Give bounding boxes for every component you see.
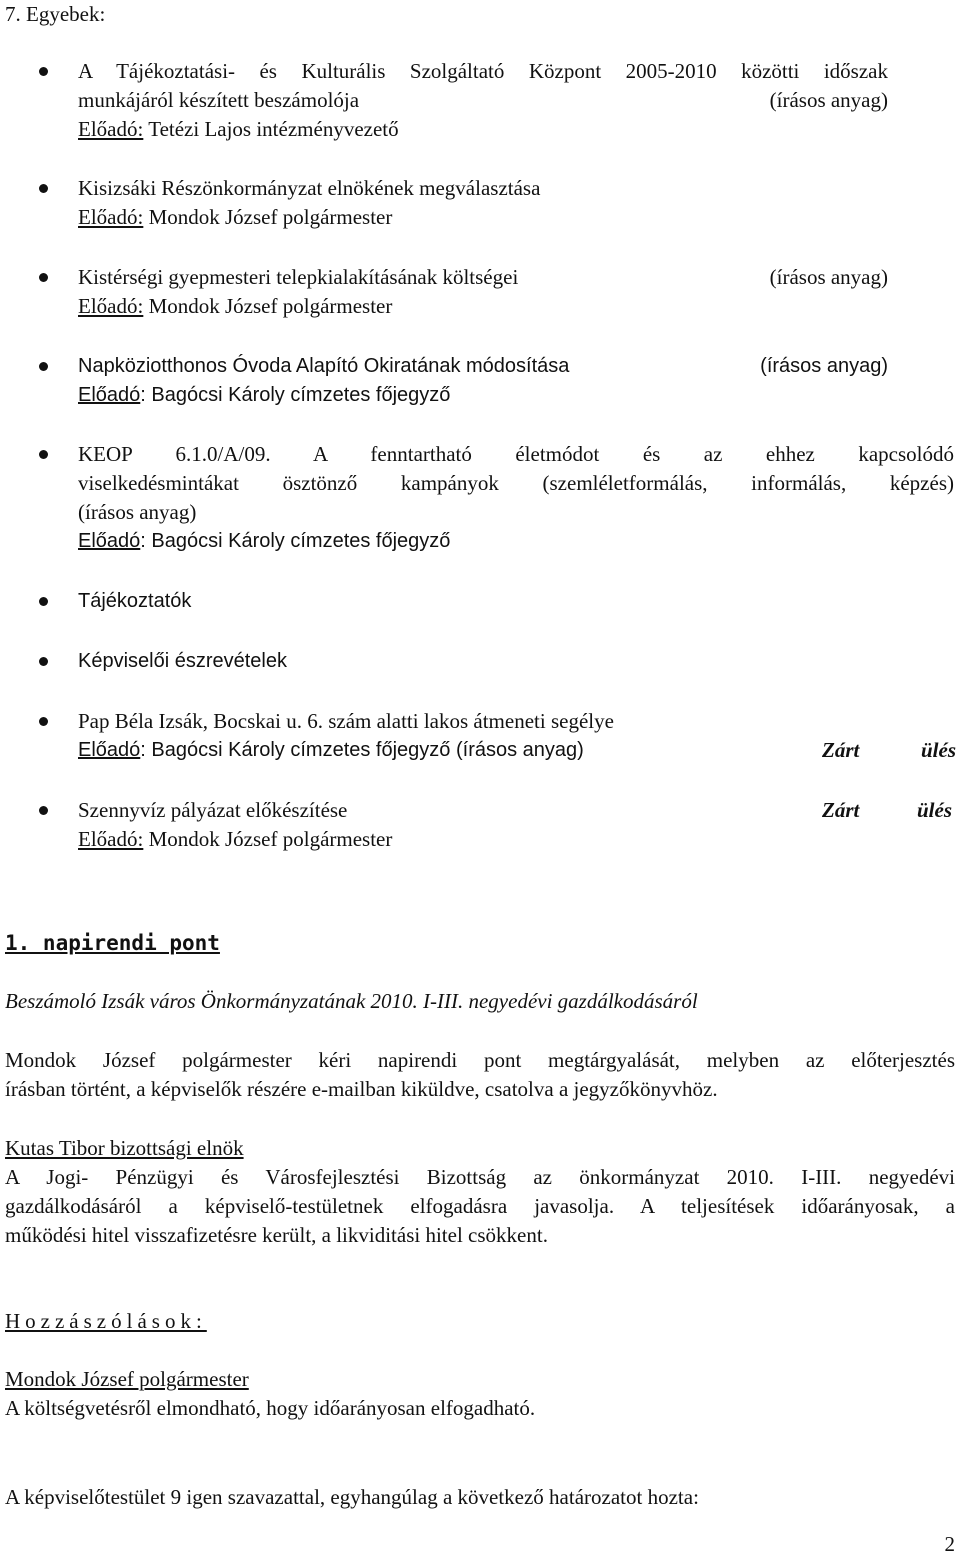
presenter: Mondok József polgármester xyxy=(148,294,393,318)
presenter: : Bagócsi Károly címzetes főjegyző xyxy=(140,384,451,406)
speaker-text: A költségvetésről elmondható, hogy időarányosan elfogadható. xyxy=(5,1396,536,1420)
agenda-item xyxy=(78,587,888,616)
item-text: KEOP 6.1.0/A/09. A fenntartható életmódot és az ehhez kapcsolódó xyxy=(78,442,954,466)
bullet xyxy=(39,657,48,666)
comments-heading: Hozzászólások: xyxy=(5,1309,207,1333)
bullet xyxy=(39,184,48,193)
agenda-subject-part: Beszámoló Izsák város Önkormányzatának 2010. I-III. xyxy=(5,989,464,1013)
presenter-label: Előadó: xyxy=(78,205,144,229)
agenda-item xyxy=(78,647,888,676)
bullet xyxy=(39,597,48,606)
presenter: Mondok József polgármester xyxy=(148,827,393,851)
item-text: munkájáról készített beszámolója xyxy=(78,88,360,112)
presenter-label: Előadó: xyxy=(78,117,144,141)
closed-session-label: ülés xyxy=(916,798,952,822)
presenter: Tetézi Lajos intézményvezető xyxy=(148,117,399,141)
item-text: Kistérségi gyepmesteri telepkialakításának költségei xyxy=(78,265,519,289)
agenda-item xyxy=(78,352,888,410)
item-text: viselkedésmintákat ösztönző kampányok (szemléletformálás, informálás, képzés) xyxy=(78,471,954,495)
agenda-item xyxy=(78,57,888,144)
presenter: : Bagócsi Károly címzetes főjegyző (írásos anyag) xyxy=(140,739,584,761)
speaker-name: Mondok József polgármester xyxy=(5,1367,249,1391)
paragraph-line: Mondok József polgármester kéri napirendi pont megtárgyalását, melyben az előterjesztés xyxy=(5,1048,955,1072)
agenda-point-heading: 1. napirendi pont xyxy=(5,931,220,955)
paragraph-line: működési hitel visszafizetésre került, a likviditási hitel csökkent. xyxy=(5,1223,548,1247)
paragraph-line: A Jogi- Pénzügyi és Városfejlesztési Bizottság az önkormányzat 2010. I-III. negyedévi xyxy=(5,1165,955,1189)
bullet xyxy=(39,450,48,459)
page-number: 2 xyxy=(944,1532,955,1556)
item-note: (írásos anyag) xyxy=(769,265,888,289)
bullet xyxy=(39,67,48,76)
agenda-item xyxy=(78,707,956,765)
bullet xyxy=(39,362,48,371)
paragraph-line: gazdálkodásáról a képviselő-testületnek elfogadásra javasolja. A teljesítések időarányosak, a xyxy=(5,1194,955,1218)
presenter-label: Előadó: xyxy=(78,294,144,318)
closed-session-label: Zárt xyxy=(822,738,860,762)
presenter-label: Előadó xyxy=(78,739,141,761)
speaker-name: Kutas Tibor bizottsági elnök xyxy=(5,1136,244,1160)
section-title: 7. Egyebek: xyxy=(5,2,106,26)
item-note: (írásos anyag) xyxy=(760,355,888,377)
speaker-paragraph xyxy=(5,1163,955,1250)
agenda-subject-part: negyedévi gazdálkodásáról xyxy=(468,989,698,1013)
item-text: Tájékoztatók xyxy=(78,590,192,612)
agenda-subject xyxy=(5,987,698,1016)
item-text: Napköziotthonos Óvoda Alapító Okiratának módosítása xyxy=(78,355,570,377)
bullet xyxy=(39,273,48,282)
item-text: Kisizsáki Részönkormányzat elnökének megválasztása xyxy=(78,176,541,200)
presenter-label: Előadó xyxy=(78,384,141,406)
vote-text: A képviselőtestület 9 igen szavazattal, egyhangúlag a következő határozatot hozta: xyxy=(5,1485,699,1509)
agenda-item xyxy=(78,174,888,232)
bullet xyxy=(39,717,48,726)
presenter-label: Előadó: xyxy=(78,827,144,851)
paragraph-line: írásban történt, a képviselők részére e-mailban kiküldve, csatolva a jegyzőkönyvhöz. xyxy=(5,1077,718,1101)
item-text: Képviselői észrevételek xyxy=(78,650,287,672)
intro-paragraph xyxy=(5,1046,955,1104)
item-text: A Tájékoztatási- és Kulturális Szolgáltató Központ 2005-2010 közötti időszak xyxy=(78,59,888,83)
agenda-item xyxy=(78,796,952,854)
item-text: Pap Béla Izsák, Bocskai u. 6. szám alatti lakos átmeneti segélye xyxy=(78,709,614,733)
item-note: (írásos anyag) xyxy=(769,88,888,112)
closed-session-label: ülés xyxy=(920,738,956,762)
presenter-label: Előadó xyxy=(78,530,141,552)
agenda-item xyxy=(78,440,954,556)
presenter: : Bagócsi Károly címzetes főjegyző xyxy=(140,530,451,552)
item-text: Szennyvíz pályázat előkészítése xyxy=(78,798,348,822)
presenter: Mondok József polgármester xyxy=(148,205,393,229)
closed-session-label: Zárt xyxy=(822,798,860,822)
item-note: (írásos anyag) xyxy=(78,500,197,524)
bullet xyxy=(39,806,48,815)
agenda-item xyxy=(78,263,888,321)
